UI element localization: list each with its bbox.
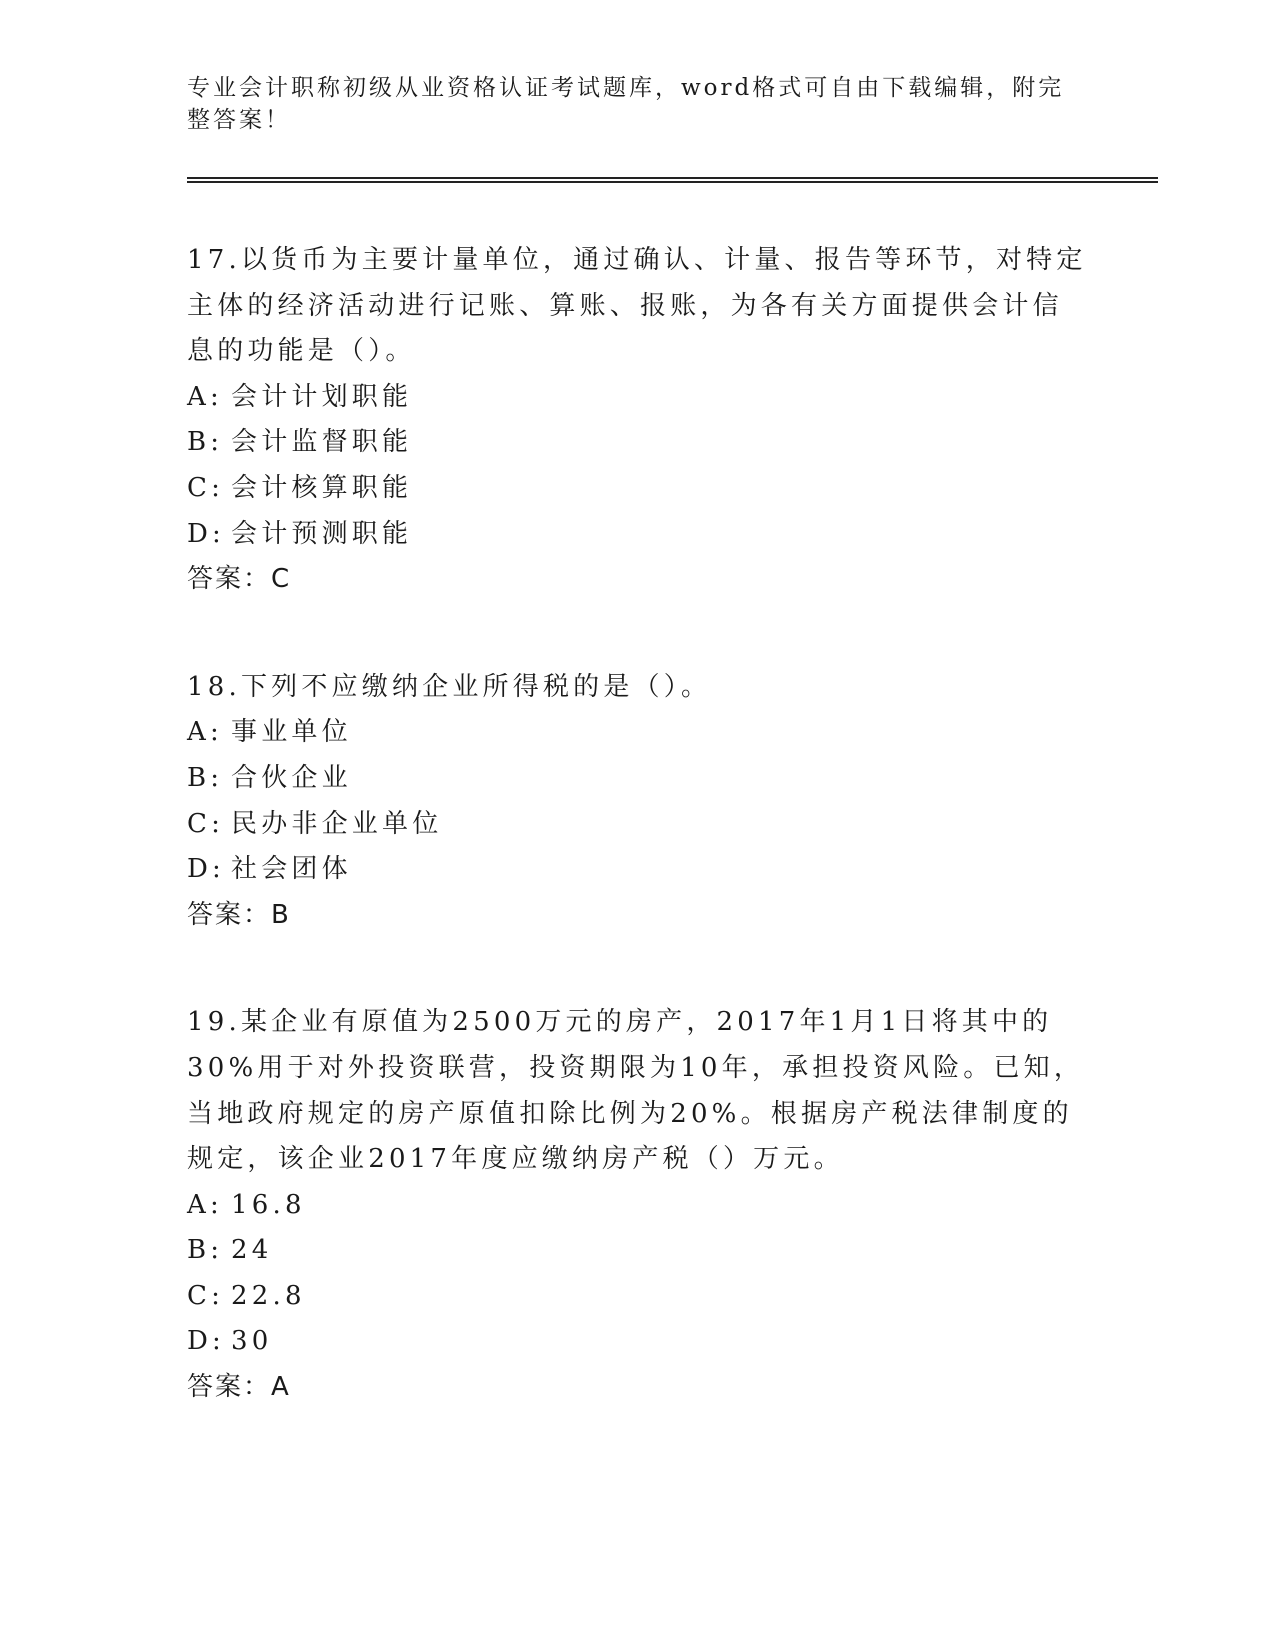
question-17 [187, 238, 1087, 603]
answer-line: 答案：B [187, 899, 291, 930]
option-letter: C: [187, 472, 225, 503]
option-text: 16.8 [231, 1189, 306, 1220]
question-stem: 17.以货币为主要计量单位，通过确认、计量、报告等环节，对特定主体的经济活动进行记账、算账、报账，为各有关方面提供会计信息的功能是（）。 [187, 245, 1087, 367]
option-letter: A: [187, 1189, 223, 1220]
option-text: 22.8 [231, 1280, 306, 1311]
option-c [187, 1274, 1087, 1320]
option-letter: A: [187, 381, 223, 412]
option-text: 30 [231, 1326, 273, 1357]
question-list [187, 238, 1087, 1473]
option-text: 社会团体 [231, 854, 352, 885]
option-letter: D: [187, 854, 226, 885]
option-d [187, 1319, 1087, 1365]
option-text: 会计计划职能 [231, 381, 413, 412]
question-18 [187, 665, 1087, 939]
header-note: 专业会计职称初级从业资格认证考试题库，word格式可自由下载编辑，附完整答案！ [187, 75, 1065, 133]
option-letter: C: [187, 1280, 225, 1311]
option-a [187, 710, 1087, 756]
option-a [187, 1183, 1087, 1229]
option-letter: D: [187, 1326, 226, 1357]
option-text: 民办非企业单位 [231, 808, 443, 839]
option-b [187, 420, 1087, 466]
option-b [187, 756, 1087, 802]
option-list [187, 710, 1087, 892]
option-text: 会计核算职能 [231, 472, 413, 503]
header-divider [187, 177, 1158, 183]
question-stem: 19.某企业有原值为2500万元的房产，2017年1月1日将其中的30%用于对外投资联营，投资期限为10年，承担投资风险。已知，当地政府规定的房产原值扣除比例为20%。根据房产税法律制度的规定，该企业2017年度应缴纳房产税（）万元。 [187, 1007, 1085, 1175]
option-b [187, 1228, 1087, 1274]
option-c [187, 802, 1087, 848]
option-letter: B: [187, 427, 224, 458]
option-list [187, 375, 1087, 557]
option-text: 24 [231, 1235, 273, 1266]
option-text: 会计监督职能 [231, 427, 413, 458]
option-text: 会计预测职能 [231, 518, 413, 549]
option-letter: A: [187, 717, 223, 748]
answer-line: 答案：C [187, 564, 292, 595]
option-letter: D: [187, 518, 226, 549]
question-stem: 18.下列不应缴纳企业所得税的是（）。 [187, 671, 712, 702]
question-19 [187, 1000, 1087, 1410]
option-a [187, 375, 1087, 421]
answer-line: 答案：A [187, 1372, 291, 1403]
option-letter: B: [187, 1235, 224, 1266]
option-letter: C: [187, 808, 225, 839]
option-text: 合伙企业 [231, 762, 352, 793]
option-list [187, 1183, 1087, 1365]
option-d [187, 512, 1087, 558]
option-text: 事业单位 [231, 717, 352, 748]
option-c [187, 466, 1087, 512]
option-letter: B: [187, 762, 224, 793]
option-d [187, 847, 1087, 893]
